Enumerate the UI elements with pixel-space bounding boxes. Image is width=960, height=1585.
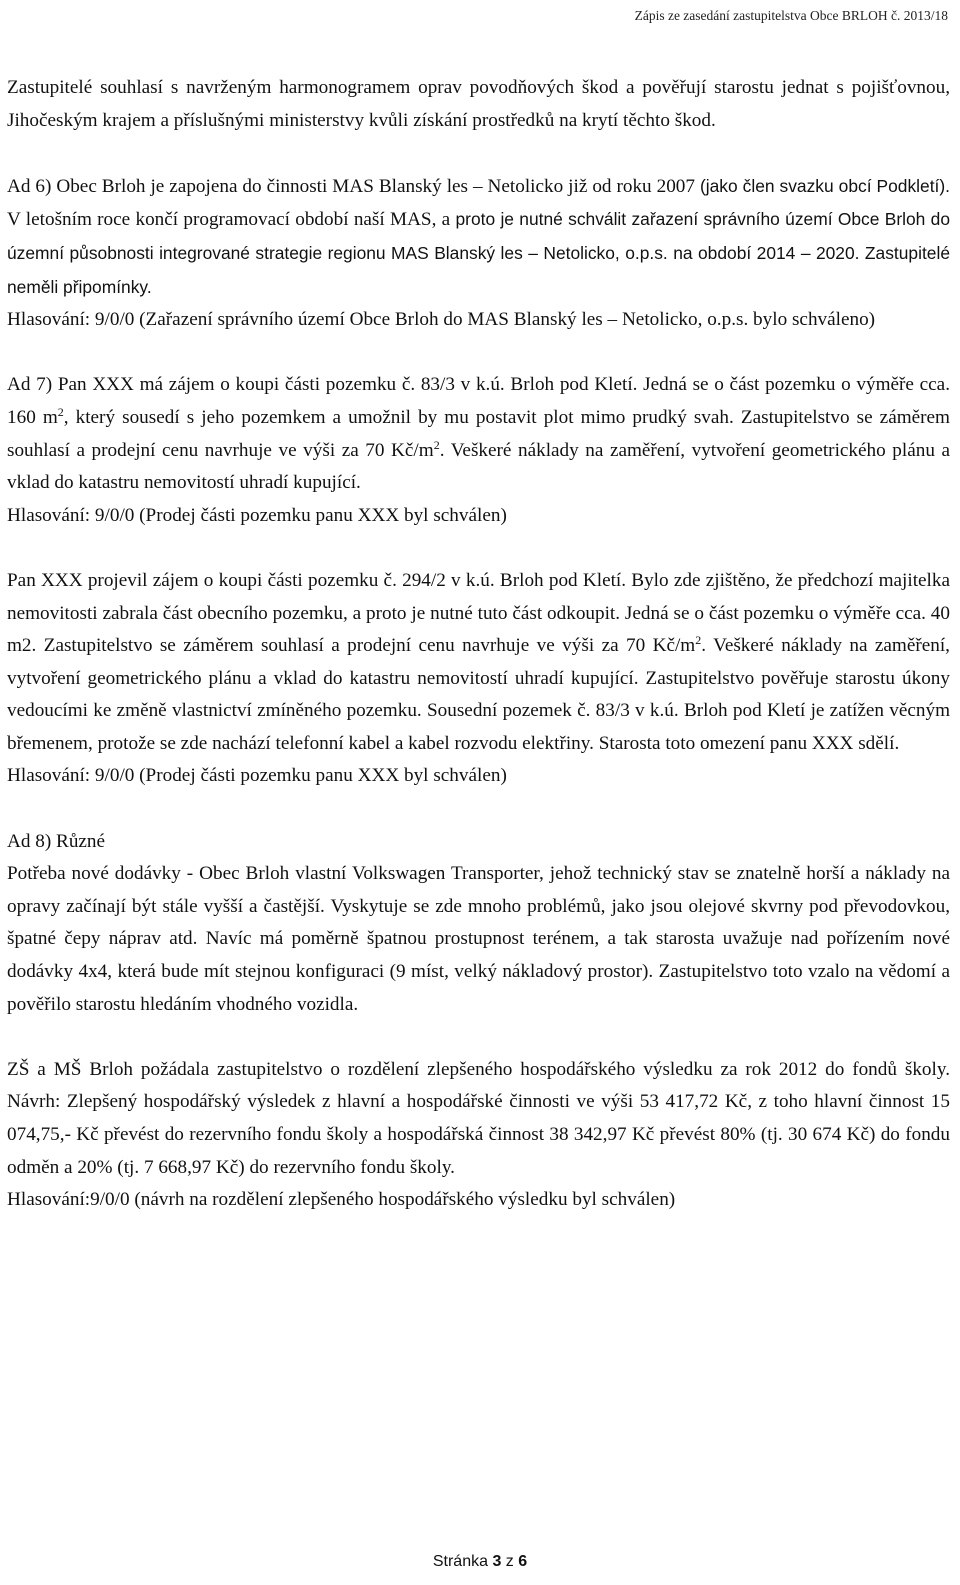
paragraph-school: ZŠ a MŠ Brloh požádala zastupitelstvo o rozdělení zlepšeného hospodářského výsledku za rok 2012 do fondů školy. Návrh: Zlepšený hospodářský výsledek z hlavní a hospodářské činnosti ve výši 53 417,72 Kč, z toho hlavní činnost 15 074,75,- Kč převést do rezervního fondu školy a hospodářská činnost 38 342,97 Kč převést 80% (tj. 30 674 Kč) do fondu odměn a 20% (tj. 7 668,97 Kč) do rezervního fondu školy.	[7, 1058, 950, 1178]
document-body	[7, 72, 950, 1217]
footer-page-total: 6	[518, 1553, 528, 1570]
page-header: Zápis ze zasedání zastupitelstva Obce BRLOH č. 2013/18	[634, 8, 948, 23]
ad7-sup-2: 2	[433, 437, 440, 452]
paragraph-parcel-294	[7, 565, 950, 761]
ad6-text-b: (jako člen svazku obcí Podkletí).	[699, 175, 950, 196]
page-footer	[0, 1553, 960, 1571]
ad6-text-c: V letošním roce končí programovací období naší MAS, a	[7, 209, 456, 231]
school-vote: Hlasování:9/0/0 (návrh na rozdělení zlepšeného hospodářského výsledku byl schválen)	[7, 1189, 676, 1211]
parcel-sup: 2	[695, 633, 702, 648]
ad6-text-d: proto je nutné schválit zařazení správního území Obce Brloh do územní působnosti integrované strategie regionu MAS Blanský les – Netolicko, o.p.s. na období 2014 – 2020. Zastupitelé neměli připomínky.	[7, 209, 950, 297]
section-heading-ad8: Ad 8) Různé	[7, 830, 106, 852]
parcel-text-b: . Veškeré náklady na zaměření, vytvoření geometrického plánu a vklad do katastru nemovitostí uhradí kupující. Zastupitelstvo pověřuje starostu úkony vedoucími ke změně vlastnictví zmíněného pozemku. Sousední pozemek č. 83/3 v k.ú. Brloh pod Kletí je zatížen věcným břemenem, protože se zde nachází telefonní kabel a kabel rozvodu elektřiny. Starosta toto omezení panu XXX sdělí.	[7, 635, 950, 754]
ad6-vote: Hlasování: 9/0/0 (Zařazení správního území Obce Brloh do MAS Blanský les – Netolicko, o.p.s. bylo schváleno)	[7, 309, 876, 331]
paragraph-ad7	[7, 369, 950, 499]
paragraph-ad6	[7, 170, 950, 304]
parcel-vote: Hlasování: 9/0/0 (Prodej části pozemku panu XXX byl schválen)	[7, 765, 507, 787]
ad7-text-c: . Veškeré náklady na zaměření, vytvoření geometrického plánu a vklad do katastru nemovitostí uhradí kupující.	[7, 439, 950, 494]
ad7-text-b: , který sousedí s jeho pozemkem a umožnil by mu postavit plot mimo prudký svah. Zastupitelstvo se záměrem souhlasí a prodejní cenu navrhuje ve výši za 70 Kč/m	[7, 406, 950, 461]
ad7-vote: Hlasování: 9/0/0 (Prodej části pozemku panu XXX byl schválen)	[7, 504, 507, 526]
footer-label: Stránka	[432, 1553, 488, 1570]
footer-page-number: 3	[492, 1553, 502, 1570]
ad6-text-a: Ad 6) Obec Brloh je zapojena do činnosti MAS Blanský les – Netolicko již od roku 2007	[7, 175, 700, 197]
paragraph-van: Potřeba nové dodávky - Obec Brloh vlastní Volkswagen Transporter, jehož technický stav se znatelně horší a náklady na opravy začínají být stále vyšší a častější. Vyskytuje se zde mnoho problémů, jako jsou olejové skvrny pod převodovkou, špatné čepy náprav atd. Navíc má poměrně špatnou prostupnost terénem, a tak starosta uvažuje nad pořízením nové dodávky 4x4, která bude mít stejnou konfiguraci (9 míst, velký nákladový prostor). Zastupitelstvo toto vzalo na vědomí a pověřilo starostu hledáním vhodného vozidla.	[7, 863, 950, 1015]
ad7-text-a: Ad 7) Pan XXX má zájem o koupi části pozemku č. 83/3 v k.ú. Brloh pod Kletí. Jedná se o část pozemku o výměře cca. 160 m	[7, 374, 950, 428]
parcel-text-a: Pan XXX projevil zájem o koupi části pozemku č. 294/2 v k.ú. Brloh pod Kletí. Bylo zde zjištěno, že předchozí majitelka nemovitosti zabrala část obecního pozemku, a proto je nutné tuto část odkoupit. Jedná se o část pozemku o výměře cca. 40 m2. Zastupitelstvo se záměrem souhlasí a prodejní cenu navrhuje ve výši za 70 Kč/m	[7, 569, 950, 657]
paragraph-flood-damage: Zastupitelé souhlasí s navrženým harmonogramem oprav povodňových škod a pověřují starostu jednat s pojišťovnou, Jihočeským krajem a příslušnými ministerstvy kvůli získání prostředků na krytí těchto škod.	[7, 77, 950, 131]
ad7-sup-1: 2	[57, 404, 64, 419]
footer-separator: z	[505, 1553, 514, 1570]
